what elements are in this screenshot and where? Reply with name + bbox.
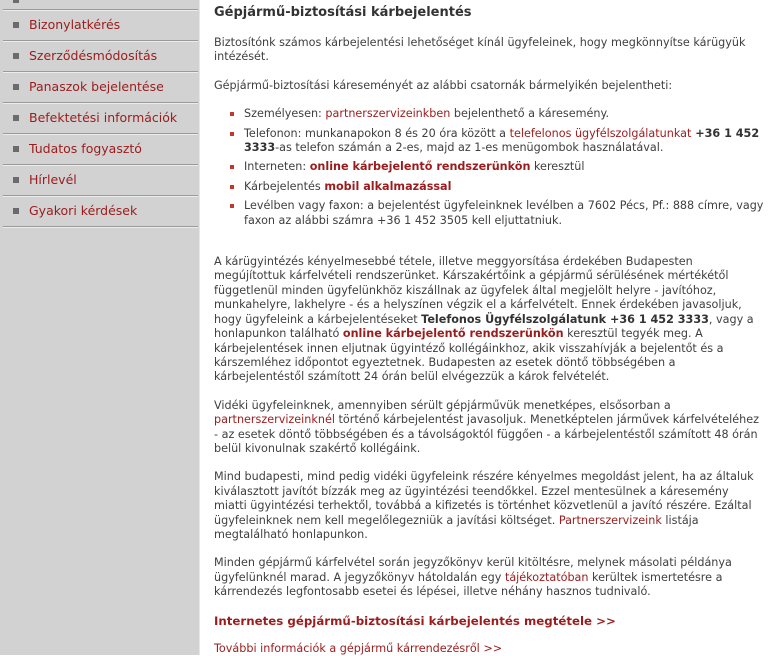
sidebar-item-label: Gyakori kérdések [29,203,138,218]
sidebar-item-befektetesi[interactable] [3,103,198,134]
sidebar-item-label: Bizonylatkérés [29,17,121,32]
bullet-icon [13,22,19,28]
channels-list [214,107,764,228]
list-item: Telefonon: munkanapokon 8 és 20 óra között a telefelonos ügyfélszolgálatunkat +36 1 452 3333-as telefon számán a 2-es, majd az 1-es menügombok használatával. [230,127,764,156]
bullet-icon [13,84,19,90]
bullet-icon [13,53,19,59]
online-claim-system-link[interactable]: online kárbejelentő rendszerünkön [342,327,564,341]
partner-services-link-2[interactable]: partnerszervizeinknél [214,413,335,427]
bullet-icon [230,165,234,169]
bullet-icon [230,185,234,189]
online-claim-link[interactable]: online kárbejelentő rendszerünkön [309,160,531,174]
online-claim-cta-link[interactable]: Internetes gépjármű-biztosítási kárbejelentés megtétele >> [214,613,616,628]
page-title: Gépjármű-biztosítási kárbejelentés [214,5,472,20]
sidebar-item-label: Panaszok bejelentése [29,79,164,94]
bullet-icon [13,208,19,214]
repairer-paragraph: Mind budapesti, mind pedig vidéki ügyfeleink részére kényelmes megoldást jelent, ha az általuk kiválasztott javítót bízzák meg az ügyintézési teendőkkel. Ezzel mentesülnek a káresemény miatti ügyintézési terhektől, továbbá a kifizetés is történhet közvetlenül a javító részére. Ezáltal ügyfeleinknek nem kell megelőlegezniük a javítási költséget. Partnerszervizeink listája megtalálható honlapunkon. [214,470,754,541]
bullet-icon [13,177,19,183]
info-brochure-link[interactable]: tájékoztatóban [504,570,589,584]
sidebar-item-label: Tudatos fogyasztó [29,141,142,156]
cta-paragraph [214,614,764,628]
bullet-icon [230,132,234,136]
phone-service-link[interactable]: telefelonos ügyfélszolgálatunkat [509,126,692,140]
more-info-paragraph [214,642,764,656]
sidebar-item-label: Szerződésmódosítás [29,48,158,63]
bullet-icon [13,0,19,3]
list-item: Kárbejelentés mobil alkalmazással [230,180,764,194]
bullet-icon [230,204,234,208]
phone-number: +36 1 452 3333 [244,126,760,155]
partner-services-link[interactable]: partnerszervizeinkben [325,107,451,121]
intro-text: Biztosítónk számos kárbejelentési lehetőséget kínál ügyfeleinek, hogy megkönnyítse kárügyük intézését. [214,36,746,64]
mobile-app-link[interactable]: mobil alkalmazással [324,179,452,193]
report-paragraph: Minden gépjármű kárfelvétel során jegyzőkönyv kerül kitöltésre, melynek másolati példánya ügyfelünknél marad. A jegyzőkönyv hátoldalán egy tájékoztatóban kerültek ismertetésre a kárrendezés legfontosabb esetei és lépései, illetve néhány hasznos tudnivaló. [214,556,732,599]
sidebar-item-szerzodesmodositas[interactable] [3,41,198,72]
more-info-link[interactable]: További információk a gépjármű kárrendezésről >> [214,642,503,655]
sidebar-item-label: Hírlevél [29,172,77,187]
partner-services-list-link[interactable]: Partnerszervizeink [558,513,662,527]
phone-service-bold: Telefonos Ügyfélszolgálatunk +36 1 452 3333 [421,312,709,326]
sidebar-item-partial[interactable] [3,0,198,10]
sidebar-item-hirlevel[interactable] [3,165,198,196]
main-content [214,0,764,656]
list-item: Interneten: online kárbejelentő rendszerünkön keresztül [230,160,764,174]
sidebar-item-bizonylatkeres[interactable] [3,10,198,41]
countryside-paragraph: Vidéki ügyfeleinknek, amennyiben sérült gépjárművük menetképes, elsősorban a partnerszervizeinknél történő kárbejelentést javasoljuk. Menetképtelen járművek kárfelvételéhez - az esetek döntő többségében és a távolságoktól függően - a kárbejelentéstől számított 48 órán belül kivonulnak szakértő kollégáink. [214,398,759,455]
bullet-icon [13,146,19,152]
bullet-icon [13,115,19,121]
sidebar-item-tudatos[interactable] [3,134,198,165]
bullet-icon [230,112,234,116]
list-item: Személyesen: partnerszervizeinkben bejelenthető a káresemény. [230,107,764,121]
sidebar-nav [0,0,200,655]
channels-intro: Gépjármű-biztosítási káreseményét az alábbi csatornák bármelyikén bejelentheti: [214,78,673,92]
sidebar-item-gyik[interactable] [3,196,198,227]
sidebar-item-label: Befektetési információk [29,110,178,125]
list-item: Levélben vagy faxon: a bejelentést ügyfeleinknek levélben a 7602 Pécs, Pf.: 888 címre, vagy faxon az alábbi számra +36 1 452 3505 kell eljuttatniuk. [230,199,764,228]
budapest-paragraph: A kárügyintézés kényelmesebbé tétele, illetve meggyorsítása érdekében Budapesten megújítottuk kárfelvételi rendszerünket. Kárszakértőink a gépjármű sérülésének mértékétől függetlenül minden ügyfelünkhöz kiszállnak az ügyfelek által megjelölt helyre - javítóhoz, munkahelyre, lakhelyre - és a helyszínen végzik el a kárfelvételt. Ennek érdekében javasoljuk, hogy ügyfeleink a kárbejelentéseket Telefonos Ügyfélszolgálatunk +36 1 452 3333, vagy a honlapunkon található online kárbejelentő rendszerünkön keresztül tegyék meg. A kárbejelentések innen eljutnak ügyintéző kollégáinkhoz, akik visszahívják a bejelentőt és a kárszemléhez időpontot egyeztetnek. Budapesten az esetek döntő többségében a kárbejelentéstől számított 24 órán belül elvégezzük a károk felvételét. [214,255,754,384]
sidebar-item-panaszok[interactable] [3,72,198,103]
